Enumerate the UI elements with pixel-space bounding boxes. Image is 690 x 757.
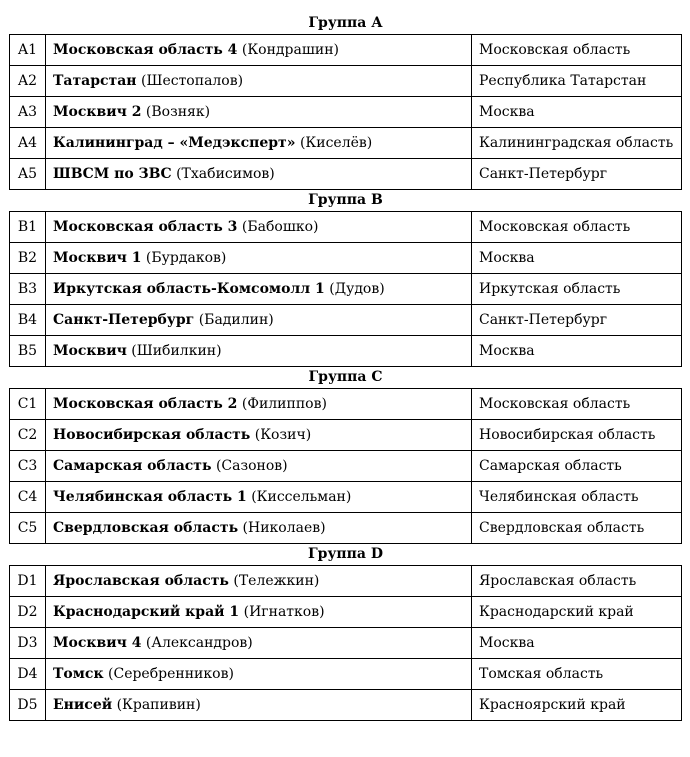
region-cell: Ярославская область [472,566,682,597]
team-code: D1 [10,566,46,597]
team-cell [46,566,472,597]
region-cell: Калининградская область [472,128,682,159]
coach-name: (Киселёв) [299,135,373,151]
table-row [10,628,682,659]
team-name: Татарстан [53,73,137,89]
team-code: C1 [10,389,46,420]
region-cell: Московская область [472,212,682,243]
team-name: Москвич 4 [53,635,142,651]
team-code: A1 [10,35,46,66]
team-name: Калининград – «Медэксперт» [53,135,296,151]
coach-name: (Бурдаков) [145,250,227,266]
team-name: Московская область 3 [53,219,238,235]
team-name: Москвич 1 [53,250,142,266]
table-row [10,420,682,451]
region-cell: Иркутская область [472,274,682,305]
table-row [10,66,682,97]
team-cell [46,451,472,482]
team-code: D5 [10,690,46,721]
coach-name: (Николаев) [242,520,326,536]
table-row [10,274,682,305]
group-title: Группа С [308,369,383,385]
table-row [10,35,682,66]
region-cell: Челябинская область [472,482,682,513]
table-row [10,566,682,597]
region-cell: Томская область [472,659,682,690]
team-cell [46,243,472,274]
coach-name: (Козич) [254,427,312,443]
table-row [10,336,682,367]
coach-name: (Филиппов) [241,396,327,412]
region-cell: Москва [472,97,682,128]
team-cell [46,389,472,420]
team-cell [46,274,472,305]
team-code: A3 [10,97,46,128]
team-code: C2 [10,420,46,451]
region-cell: Свердловская область [472,513,682,544]
region-cell: Красноярский край [472,690,682,721]
team-name: Санкт-Петербург [53,312,195,328]
team-cell [46,659,472,690]
table-row [10,305,682,336]
team-name: Московская область 4 [53,42,238,58]
coach-name: (Бабошко) [241,219,319,235]
team-name: Краснодарский край 1 [53,604,240,620]
group-c [9,367,682,544]
group-title: Группа А [308,15,383,31]
group-table [9,565,682,721]
coach-name: (Сазонов) [215,458,288,474]
group-table [9,34,682,190]
coach-name: (Игнатков) [243,604,325,620]
team-code: D3 [10,628,46,659]
team-name: Иркутская область-Комсомолл 1 [53,281,325,297]
team-name: Новосибирская область [53,427,251,443]
group-table [9,211,682,367]
team-name: Томск [53,666,104,682]
table-row [10,243,682,274]
team-name: Московская область 2 [53,396,238,412]
team-cell [46,597,472,628]
table-row [10,389,682,420]
team-code: C5 [10,513,46,544]
table-row [10,597,682,628]
team-cell [46,305,472,336]
team-name: Москвич 2 [53,104,142,120]
table-row [10,212,682,243]
team-code: B5 [10,336,46,367]
team-name: Самарская область [53,458,212,474]
table-row [10,159,682,190]
table-row [10,128,682,159]
team-code: A2 [10,66,46,97]
table-row [10,451,682,482]
team-code: D4 [10,659,46,690]
region-cell: Москва [472,336,682,367]
table-row [10,97,682,128]
group-b [9,190,682,367]
region-cell: Новосибирская область [472,420,682,451]
region-cell: Самарская область [472,451,682,482]
coach-name: (Кондрашин) [241,42,339,58]
team-cell [46,690,472,721]
team-cell [46,35,472,66]
document-page [9,13,682,721]
team-name: Челябинская область 1 [53,489,247,505]
team-name: Енисей [53,697,113,713]
region-cell: Московская область [472,389,682,420]
team-code: A5 [10,159,46,190]
coach-name: (Шибилкин) [131,343,222,359]
team-cell [46,159,472,190]
team-code: C4 [10,482,46,513]
team-code: B3 [10,274,46,305]
coach-name: (Тхабисимов) [176,166,275,182]
coach-name: (Дудов) [329,281,385,297]
team-cell [46,628,472,659]
table-row [10,690,682,721]
team-name: Ярославская область [53,573,229,589]
team-cell [46,212,472,243]
group-title: Группа В [308,192,383,208]
team-code: A4 [10,128,46,159]
table-row [10,513,682,544]
coach-name: (Киссельман) [251,489,352,505]
region-cell: Санкт-Петербург [472,159,682,190]
coach-name: (Тележкин) [233,573,320,589]
team-cell [46,336,472,367]
team-name: Москвич [53,343,127,359]
team-cell [46,482,472,513]
region-cell: Москва [472,243,682,274]
region-cell: Краснодарский край [472,597,682,628]
group-table [9,388,682,544]
team-cell [46,128,472,159]
team-code: B2 [10,243,46,274]
team-cell [46,420,472,451]
coach-name: (Бадилин) [198,312,274,328]
team-name: Свердловская область [53,520,239,536]
region-cell: Москва [472,628,682,659]
region-cell: Республика Татарстан [472,66,682,97]
team-code: B1 [10,212,46,243]
group-a [9,13,682,190]
team-cell [46,513,472,544]
team-code: C3 [10,451,46,482]
team-code: B4 [10,305,46,336]
table-row [10,482,682,513]
coach-name: (Александров) [145,635,253,651]
table-row [10,659,682,690]
coach-name: (Возняк) [145,104,211,120]
coach-name: (Серебренников) [108,666,234,682]
region-cell: Московская область [472,35,682,66]
team-name: ШВСМ по ЗВС [53,166,172,182]
group-title: Группа D [308,546,383,562]
team-cell [46,66,472,97]
coach-name: (Крапивин) [116,697,201,713]
coach-name: (Шестопалов) [141,73,244,89]
team-code: D2 [10,597,46,628]
team-cell [46,97,472,128]
group-d [9,544,682,721]
region-cell: Санкт-Петербург [472,305,682,336]
